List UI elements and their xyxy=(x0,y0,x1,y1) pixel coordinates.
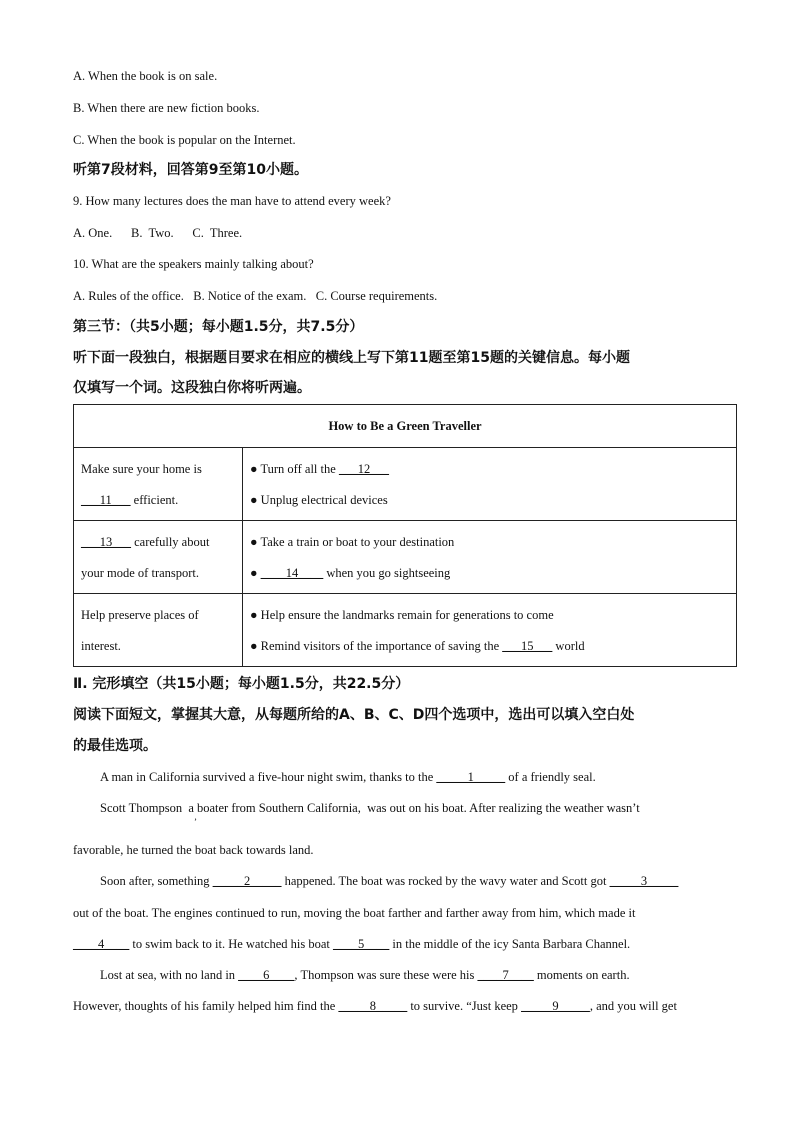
option-c-line: C. When the book is popular on the Internet. xyxy=(73,133,296,147)
option-b-line: B. When there are new fiction books. xyxy=(73,101,260,115)
section-3-instruction-1: 听下面一段独白，根据题目要求在相应的横线上写下第11题至第15题的关键信息。每小题 xyxy=(73,350,630,366)
passage-line-7: Lost at sea, with no land in ____6____, Thompson was sure these were his ____7____ moments on earth. xyxy=(100,968,630,982)
blank-2[interactable]: _____2_____ xyxy=(212,874,282,888)
blank-7[interactable]: ____7____ xyxy=(477,968,534,982)
table-cell-left: ___13___ carefully about your mode of transport. xyxy=(74,521,243,594)
passage-line-5: out of the boat. The engines continued to run, moving the boat farther and farther away from him, which made it xyxy=(73,906,636,920)
table-cell-left: Help preserve places of interest. xyxy=(74,594,243,667)
table-title: How to Be a Green Traveller xyxy=(74,405,737,448)
passage-line-8: However, thoughts of his family helped him find the _____8_____ to survive. “Just keep _____9_____, and you will get xyxy=(73,999,677,1013)
section-3-heading: 第三节：（共5小题；每小题1.5分，共7.5分） xyxy=(73,319,364,335)
question-10: 10. What are the speakers mainly talking about? xyxy=(73,257,314,271)
passage-line-6: ____4____ to swim back to it. He watched his boat ____5____ in the middle of the icy Santa Barbara Channel. xyxy=(73,937,631,951)
green-traveller-table xyxy=(73,404,737,667)
section-2-instruction-1: 阅读下面短文，掌握其大意，从每题所给的A、B、C、D四个选项中，选出可以填入空白处 xyxy=(73,707,635,723)
blank-1[interactable]: _____1_____ xyxy=(436,770,506,784)
option-a-line: A. When the book is on sale. xyxy=(73,69,218,83)
blank-5[interactable]: ____5____ xyxy=(333,937,390,951)
blank-15[interactable]: ___15___ xyxy=(502,639,553,653)
blank-6[interactable]: ____6____ xyxy=(238,968,295,982)
passage-line-1: A man in California survived a five-hour night swim, thanks to the _____1_____ of a friendly seal. xyxy=(100,770,596,784)
table-cell-right: ● Turn off all the ___12___ ● Unplug electrical devices xyxy=(243,448,737,521)
section-2-instruction-2: 的最佳选项。 xyxy=(73,738,157,754)
section-2-title: Ⅱ. 完形填空（共15小题；每小题1.5分，共22.5分） xyxy=(73,676,410,692)
passage-line-4: Soon after, something _____2_____ happened. The boat was rocked by the wavy water and Scott got _____3_____ xyxy=(100,874,679,888)
table-row xyxy=(74,594,737,667)
blank-14[interactable]: ____14____ xyxy=(260,566,324,580)
table-row xyxy=(74,521,737,594)
question-9-options: A. One. B. Two. C. Three. xyxy=(73,226,243,240)
blank-12[interactable]: ___12___ xyxy=(338,462,389,476)
passage-line-3: favorable, he turned the boat back towards land. xyxy=(73,843,314,857)
question-10-options: A. Rules of the office. B. Notice of the exam. C. Course requirements. xyxy=(73,289,438,303)
table-cell-right: ● Take a train or boat to your destination ● ____14____ when you go sightseeing xyxy=(243,521,737,594)
blank-9[interactable]: _____9_____ xyxy=(521,999,590,1013)
passage-line-2: Scott Thompson a boater from Southern California, was out on his boat. After realizing the weather wasn’t xyxy=(100,801,640,815)
blank-11[interactable]: ___11___ xyxy=(81,493,131,507)
table-row xyxy=(74,448,737,521)
question-9: 9. How many lectures does the man have to attend every week? xyxy=(73,194,391,208)
table-cell-right: ● Help ensure the landmarks remain for generations to come ● Remind visitors of the importance of saving the ___15___ world xyxy=(243,594,737,667)
table-cell-left: Make sure your home is ___11___ efficient. xyxy=(74,448,243,521)
blank-4[interactable]: ____4____ xyxy=(73,937,130,951)
blank-13[interactable]: ___13___ xyxy=(81,535,131,549)
section-heading-7: 听第7段材料，回答第9至第10小题。 xyxy=(73,162,308,178)
stray-comma-mark: ’ xyxy=(194,817,197,827)
blank-8[interactable]: _____8_____ xyxy=(338,999,408,1013)
section-3-instruction-2: 仅填写一个词。这段独白你将听两遍。 xyxy=(73,380,311,396)
blank-3[interactable]: _____3_____ xyxy=(609,874,679,888)
